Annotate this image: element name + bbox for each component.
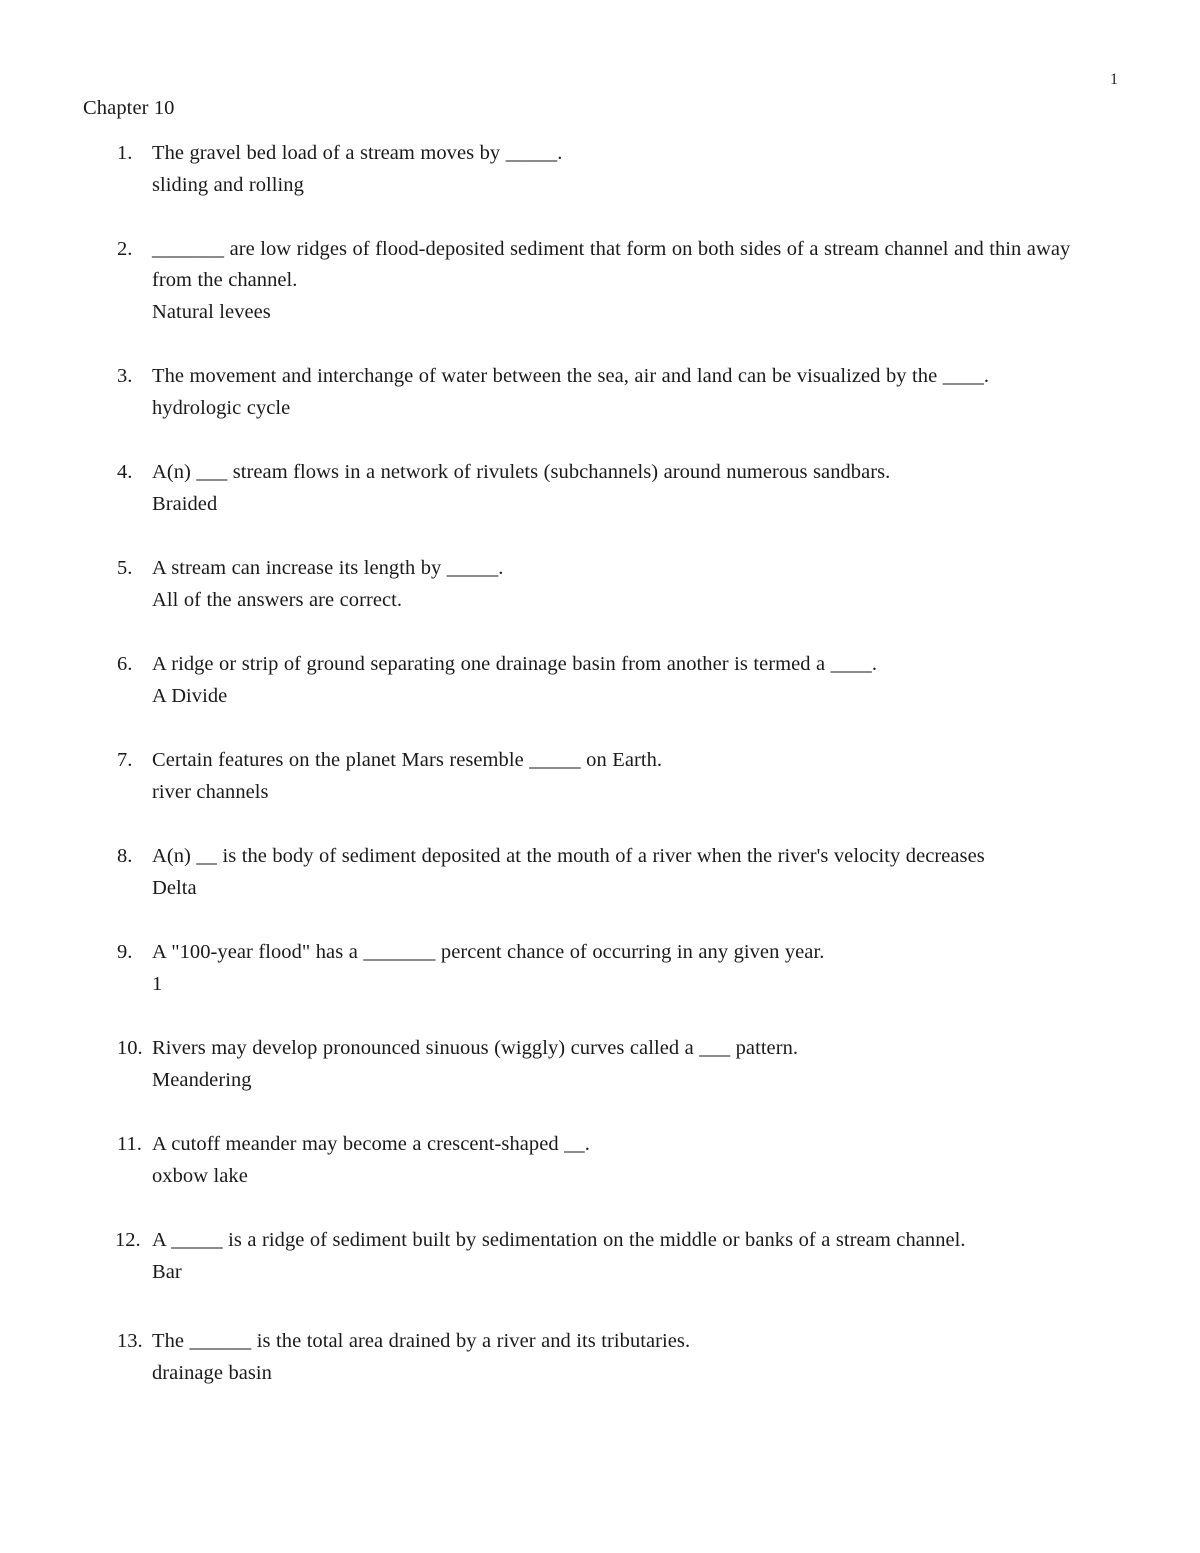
list-item	[83, 1225, 1103, 1288]
list-item	[83, 457, 1103, 520]
question-text: _______ are low ridges of flood-deposited sediment that form on both sides of a stream channel and thin away from the channel.	[152, 238, 1071, 291]
list-item	[83, 234, 1103, 328]
list-item	[83, 649, 1103, 712]
question-text: A stream can increase its length by _____.	[152, 557, 504, 579]
list-item-number: 6.	[117, 653, 133, 675]
list-item	[83, 361, 1103, 424]
question-list	[83, 138, 1103, 1422]
question-text: A(n) __ is the body of sediment deposited at the mouth of a river when the river's velocity decreases	[152, 845, 985, 867]
question-text: The movement and interchange of water between the sea, air and land can be visualized by the ____.	[152, 365, 990, 387]
list-item	[83, 138, 1103, 201]
answer-text: A Divide	[152, 685, 228, 707]
answer-text: Braided	[152, 493, 218, 515]
list-item	[83, 841, 1103, 904]
list-item-number: 1.	[117, 142, 133, 164]
answer-text: Natural levees	[152, 301, 271, 323]
question-text: A _____ is a ridge of sediment built by sedimentation on the middle or banks of a stream channel.	[152, 1229, 966, 1251]
list-item-number: 4.	[117, 461, 133, 483]
question-text: A cutoff meander may become a crescent-shaped __.	[152, 1133, 590, 1155]
answer-text: drainage basin	[152, 1362, 272, 1384]
question-text: A ridge or strip of ground separating one drainage basin from another is termed a ____.	[152, 653, 878, 675]
question-text: Rivers may develop pronounced sinuous (wiggly) curves called a ___ pattern.	[152, 1037, 799, 1059]
answer-text: Meandering	[152, 1069, 252, 1091]
answer-text: All of the answers are correct.	[152, 589, 403, 611]
answer-text: sliding and rolling	[152, 174, 304, 196]
list-item-number: 12.	[115, 1229, 141, 1251]
list-item-number: 9.	[117, 941, 133, 963]
question-text: The gravel bed load of a stream moves by _____.	[152, 142, 563, 164]
list-item	[83, 553, 1103, 616]
question-text: A "100-year flood" has a _______ percent chance of occurring in any given year.	[152, 941, 825, 963]
question-text: Certain features on the planet Mars resemble _____ on Earth.	[152, 749, 663, 771]
page-number: 1	[1110, 71, 1118, 88]
list-item-number: 13.	[117, 1330, 143, 1352]
answer-text: 1	[152, 973, 163, 995]
question-text: The ______ is the total area drained by a river and its tributaries.	[152, 1330, 691, 1352]
list-item-number: 10.	[117, 1037, 143, 1059]
list-item-number: 7.	[117, 749, 133, 771]
list-item	[83, 1033, 1103, 1096]
answer-text: Delta	[152, 877, 197, 899]
list-item-number: 3.	[117, 365, 133, 387]
list-item-number: 8.	[117, 845, 133, 867]
page-title: Chapter 10	[83, 97, 175, 119]
question-text: A(n) ___ stream flows in a network of rivulets (subchannels) around numerous sandbars.	[152, 461, 891, 483]
list-item-number: 5.	[117, 557, 133, 579]
answer-text: oxbow lake	[152, 1165, 248, 1187]
list-item	[83, 745, 1103, 808]
list-item-number: 2.	[117, 238, 133, 260]
list-item	[83, 937, 1103, 1000]
answer-text: Bar	[152, 1261, 182, 1283]
list-item-number: 11.	[117, 1133, 142, 1155]
list-item	[83, 1326, 1103, 1389]
answer-text: hydrologic cycle	[152, 397, 291, 419]
list-item	[83, 1129, 1103, 1192]
answer-text: river channels	[152, 781, 269, 803]
